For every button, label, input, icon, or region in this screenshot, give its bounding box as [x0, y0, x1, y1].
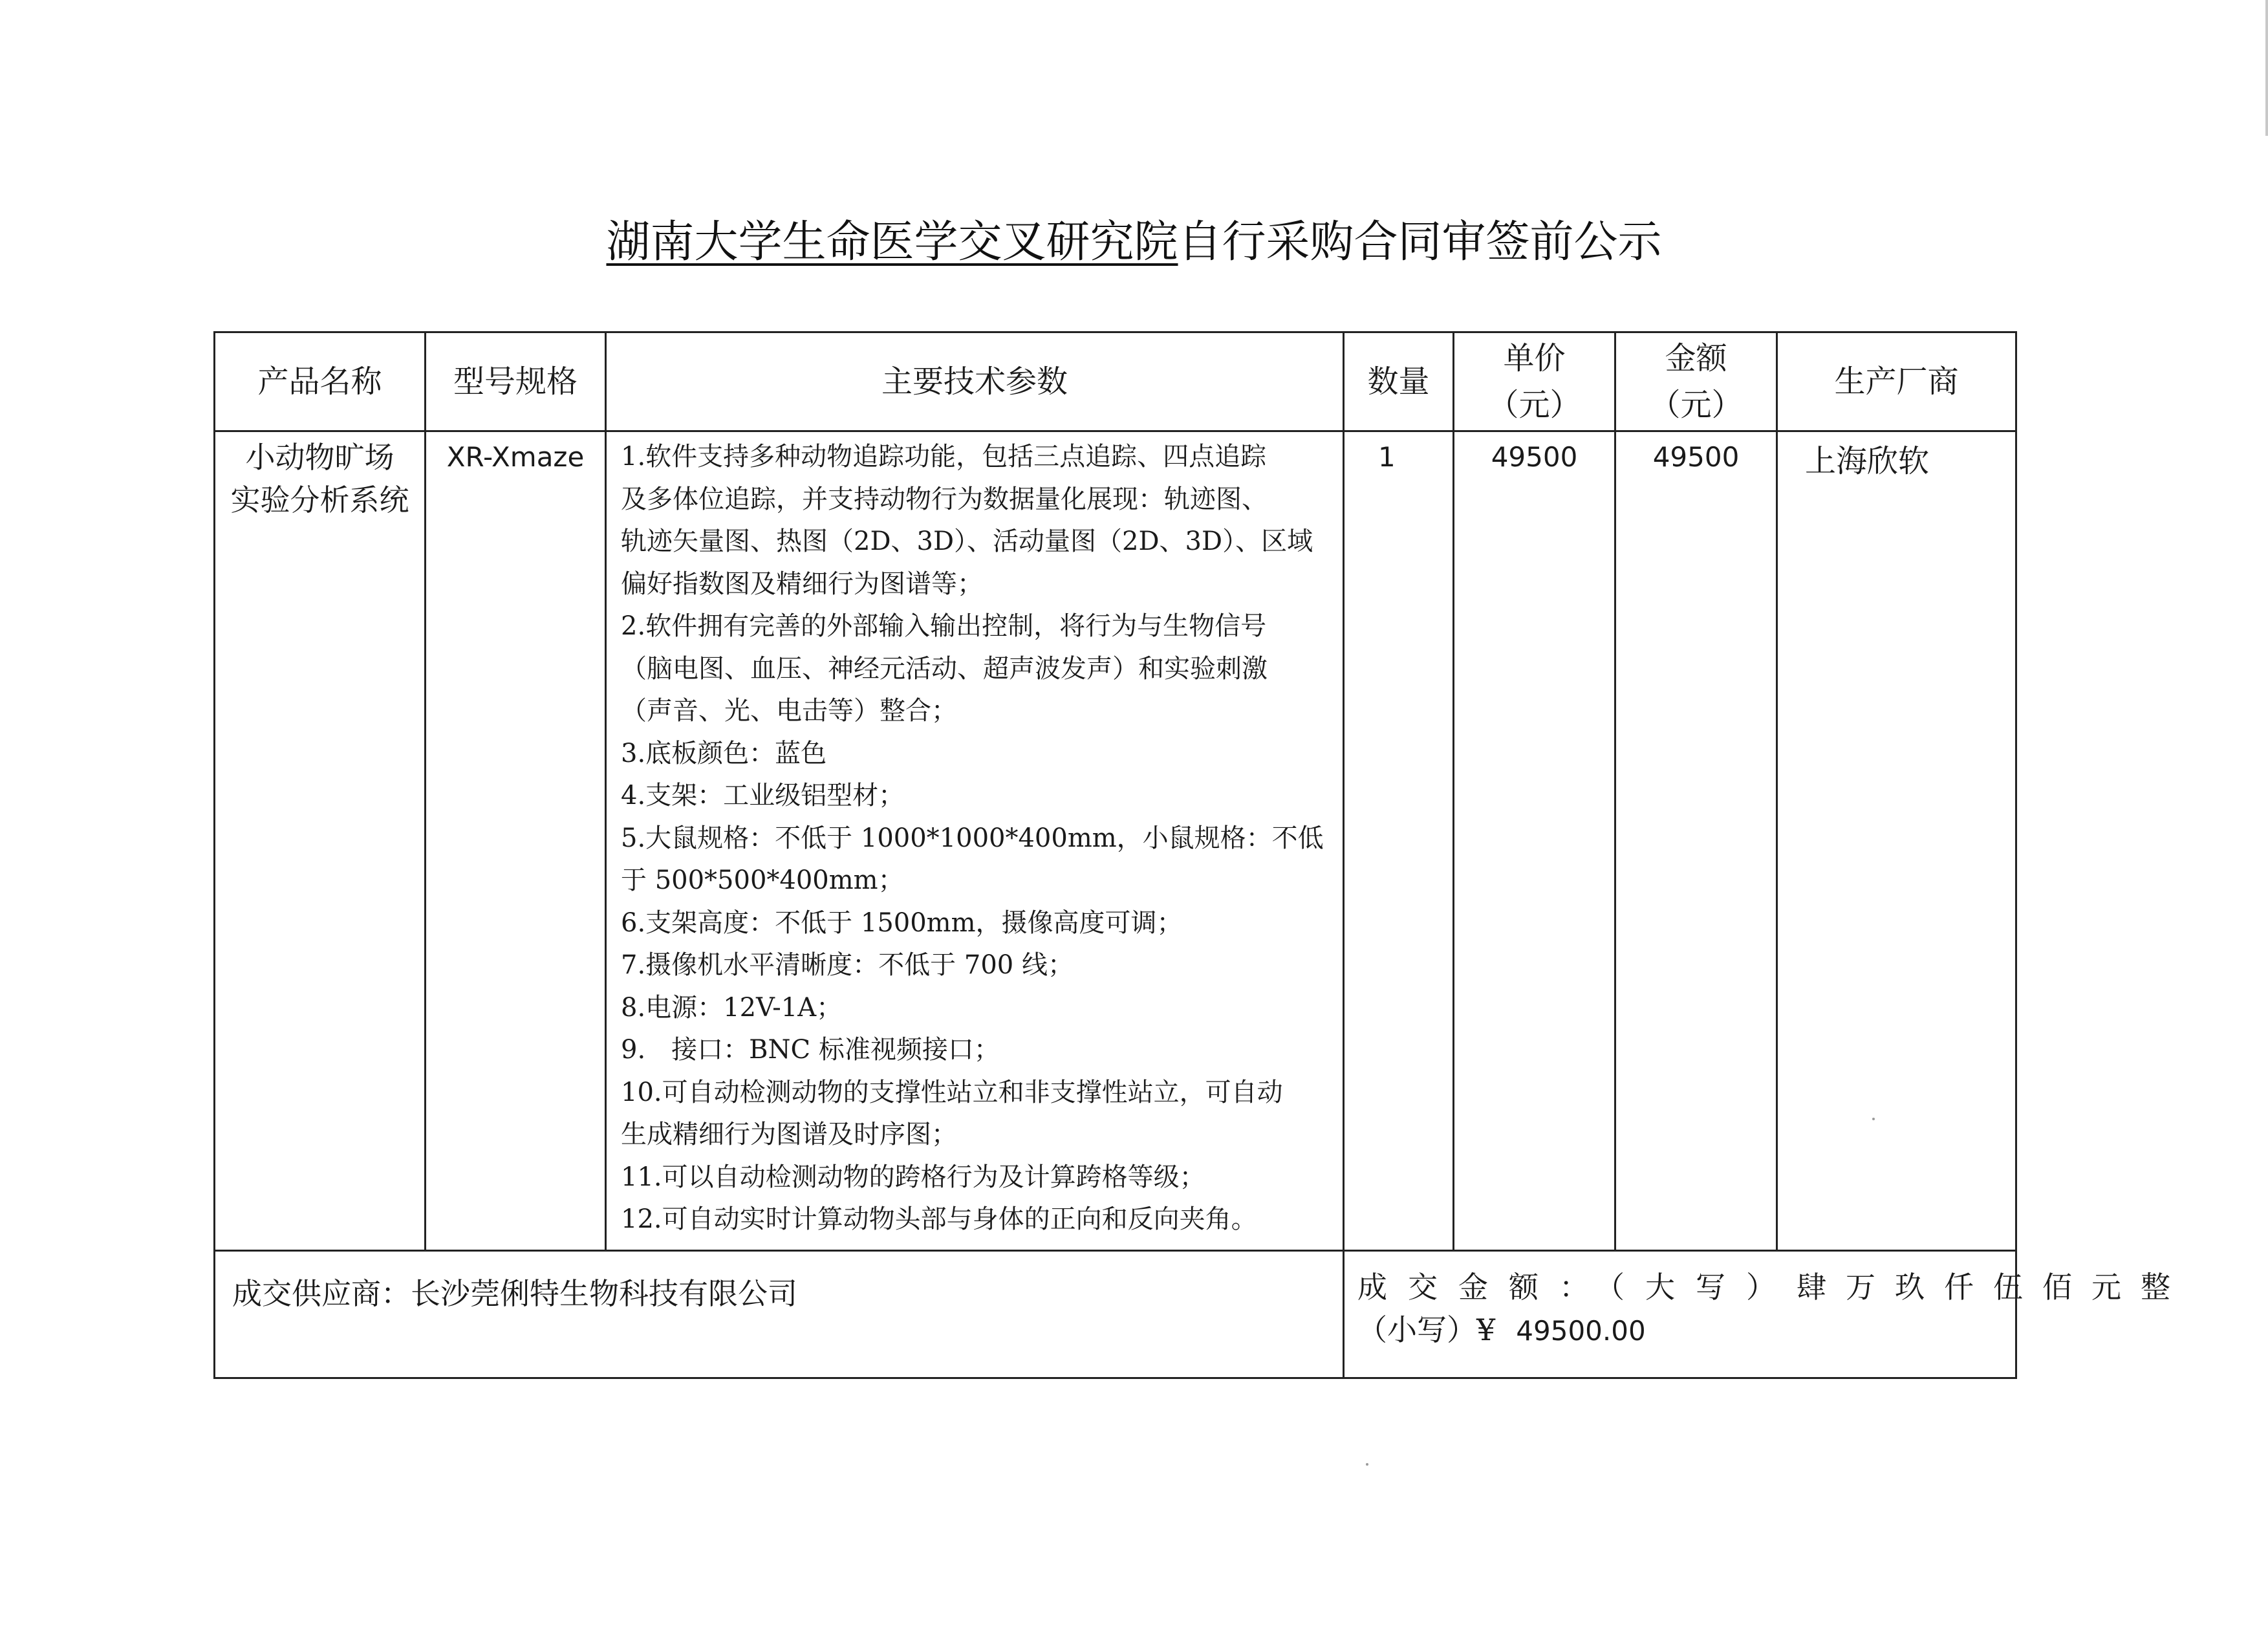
- quantity-cell: 1: [1344, 431, 1454, 1251]
- table-footer-row: [215, 1251, 2016, 1378]
- header-unit-price-label: 单价: [1503, 340, 1566, 376]
- header-amount-label: 金额: [1665, 340, 1727, 376]
- param-line: 11.可以自动检测动物的跨格行为及计算跨格等级；: [621, 1162, 1205, 1192]
- product-name-cell: [215, 431, 426, 1251]
- param-line: 4.支架：工业级铝型材；: [621, 781, 905, 810]
- total-caps-line: [1357, 1266, 2190, 1308]
- title-institute: 湖南大学生命医学交叉研究院: [606, 217, 1178, 268]
- total-small-label: （小写）¥: [1357, 1312, 1496, 1347]
- param-line: 于 500*500*400mm；: [621, 865, 904, 895]
- param-line: （声音、光、电击等）整合；: [621, 696, 957, 726]
- header-amount-unit: （元）: [1649, 387, 1743, 423]
- param-line: 及多体位追踪，并支持动物行为数据量化展现：轨迹图、: [621, 484, 1268, 514]
- header-unit-price: [1454, 332, 1615, 431]
- unit-price-cell: 49500: [1454, 431, 1615, 1251]
- param-line: 3.底板颜色：蓝色: [621, 738, 827, 768]
- param-line: 生成精细行为图谱及时序图；: [621, 1120, 957, 1149]
- param-line: 8.电源：12V-1A；: [621, 992, 843, 1023]
- header-amount: [1615, 332, 1777, 431]
- model-cell: XR-Xmaze: [426, 431, 606, 1251]
- product-name-line1: 小动物旷场: [245, 440, 394, 475]
- supplier-label: 成交供应商：: [232, 1276, 411, 1311]
- header-product-name: 产品名称: [215, 332, 426, 431]
- param-line: 5.大鼠规格：不低于 1000*1000*400mm，小鼠规格：不低: [621, 823, 1324, 853]
- param-line: 偏好指数图及精细行为图谱等；: [621, 569, 983, 599]
- amount-cell: 49500: [1615, 431, 1777, 1251]
- param-line: 6.支架高度：不低于 1500mm，摄像高度可调；: [621, 907, 1183, 938]
- total-caps-value: 肆万玖仟伍佰元整: [1797, 1270, 2190, 1305]
- params-cell: [606, 431, 1344, 1251]
- title-rest: 自行采购合同审签前公示: [1178, 217, 1662, 268]
- header-model: 型号规格: [426, 332, 606, 431]
- header-manufacturer: 生产厂商: [1777, 332, 2016, 431]
- header-unit-price-unit: （元）: [1487, 387, 1581, 423]
- scan-speck: [1872, 1118, 1875, 1120]
- document-title: [0, 213, 2268, 272]
- scan-speck: [1366, 1463, 1368, 1466]
- total-small-value: 49500.00: [1516, 1315, 1646, 1347]
- param-line: 10.可自动检测动物的支撑性站立和非支撑性站立，可自动: [621, 1077, 1283, 1107]
- total-caps-label: 成交金额：（大写）: [1357, 1270, 1797, 1305]
- manufacturer-cell: 上海欣软: [1777, 431, 2016, 1251]
- param-line: 轨迹矢量图、热图（2D、3D）、活动量图（2D、3D）、区域: [621, 526, 1313, 556]
- param-line: 9. 接口：BNC 标准视频接口；: [621, 1035, 1000, 1065]
- param-line: （脑电图、血压、神经元活动、超声波发声）和实验刺激: [621, 653, 1268, 684]
- contract-table: [213, 331, 2190, 1379]
- supplier-cell: [215, 1251, 1344, 1378]
- product-name-line2: 实验分析系统: [230, 483, 409, 517]
- table-header-row: [215, 332, 2016, 431]
- total-small-line: [1357, 1308, 2015, 1352]
- param-line: 1.软件支持多种动物追踪功能，包括三点追踪、四点追踪: [621, 442, 1267, 472]
- total-cell: [1344, 1251, 2190, 1378]
- scan-edge-mark: [2265, 0, 2268, 136]
- supplier-name: 长沙莞俐特生物科技有限公司: [411, 1276, 797, 1311]
- header-params: 主要技术参数: [606, 332, 1344, 431]
- header-quantity: 数量: [1344, 332, 1454, 431]
- param-line: 7.摄像机水平清晰度：不低于 700 线；: [621, 950, 1074, 980]
- param-line: 2.软件拥有完善的外部输入输出控制，将行为与生物信号: [621, 611, 1267, 641]
- param-line: 12.可自动实时计算动物头部与身体的正向和反向夹角。: [621, 1204, 1257, 1234]
- table-row: [215, 431, 2016, 1251]
